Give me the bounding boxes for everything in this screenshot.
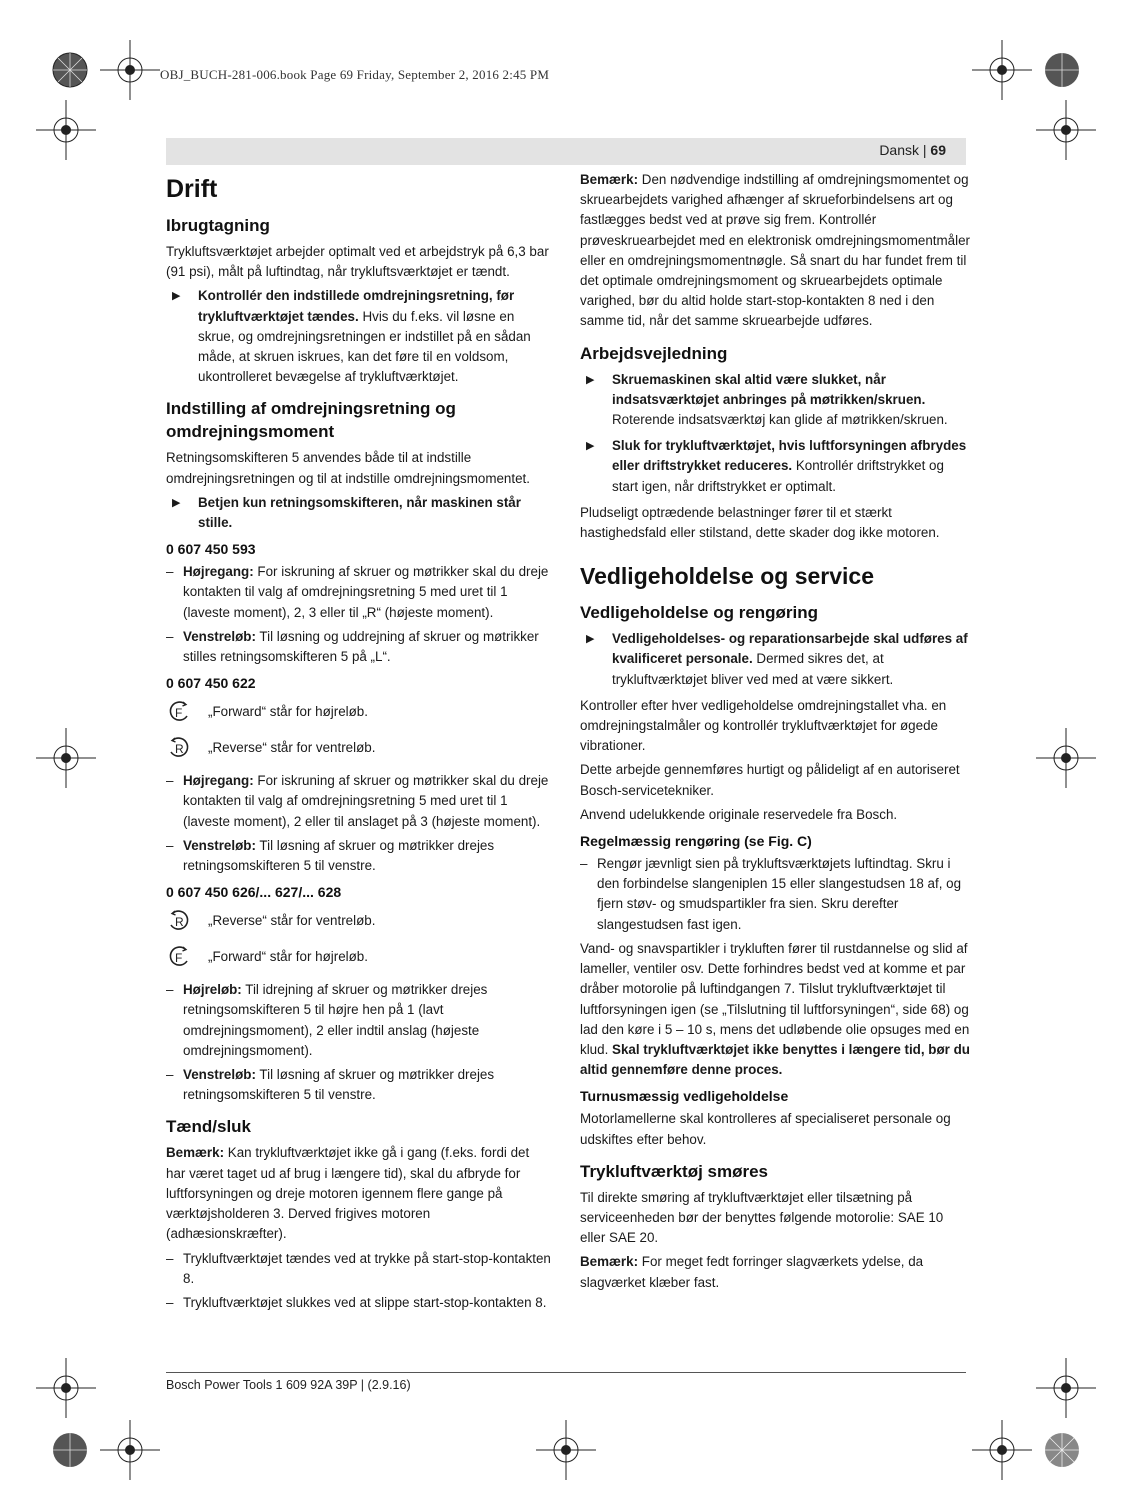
list-item: – Rengør jævnligt sien på trykluftsværktøjets luftindtag. Skru i den forbindelse slangeniplen 15 eller slangestudsen 18 af, og fjern støv- og smudspartikler fra sien. Skru derefter slangestudsen fast igen. <box>580 856 962 932</box>
heading-vedligeholdelse-rengoering: Vedligeholdelse og rengøring <box>580 603 819 623</box>
list-item-bold: Venstreløb: <box>183 1067 256 1083</box>
warning-bold: Vedligeholdelses- og reparationsarbejde skal udføres af kvalificeret personale. <box>612 631 968 667</box>
list-item-text: Trykluftværktøjet slukkes ved at slippe start-stop-kontakten 8. <box>183 1294 547 1310</box>
list-item-text: For iskruning af skruer og møtrikker skal du dreje kontakten til valg af omdrejningsretning 5 med uret til 1 (laveste moment), 2, 3 eller til „R“ (højeste moment). <box>183 564 549 620</box>
svg-text:R: R <box>175 742 184 757</box>
paragraph <box>580 1252 972 1292</box>
bullet-triangle-icon: ▶ <box>172 496 181 509</box>
note-text: For meget fedt forringer slagværkets ydelse, da slagværket klæber fast. <box>580 1254 924 1290</box>
footer-text: Bosch Power Tools 1 609 92A 39P | (2.9.16) <box>166 1378 411 1392</box>
paragraph: Pludseligt optrædende belastninger fører til et stærkt hastighedsfald eller stilstand, dette skader dog ikke motoren. <box>580 504 940 541</box>
list-item-text: Til idrejning af skruer og møtrikker drejes retningsomskifteren 5 til højre hen på 1 (lavt omdrejningsmoment), 2 eller indtil anslag (højeste omdrejningsmoment). <box>183 982 488 1058</box>
symbol-row <box>166 908 551 934</box>
print-info-line: OBJ_BUCH-281-006.book Page 69 Friday, September 2, 2016 2:45 PM <box>160 67 550 82</box>
paragraph: Motorlamellerne skal kontrolleres af specialiseret personale og udskiftes efter behov. <box>580 1111 951 1147</box>
paragraph-bold: Skal trykluftværktøjet ikke benyttes i længere tid, bør du altid gennemføre denne proces. <box>580 1041 970 1078</box>
warning-bold: Sluk for trykluftværktøjet, hvis luftforsyningen afbrydes eller driftstrykket reduceres. <box>612 438 967 474</box>
registration-mark-icon <box>40 40 100 100</box>
heading-turnusmaessig: Turnusmæssig vedligeholdelse <box>580 1088 789 1105</box>
warning-bold: Betjen kun retningsomskifteren, når maskinen står stille. <box>198 494 521 531</box>
section-title-vedligeholdelse: Vedligeholdelse og service <box>580 563 875 590</box>
crosshair-icon <box>100 40 160 100</box>
heading-regelmaessig-rengoering: Regelmæssig rengøring (se Fig. C) <box>580 833 812 850</box>
list-item: – Højreløb: Til idrejning af skruer og møtrikker drejes retningsomskifteren 5 til højre hen på 1 (lavt omdrejningsmoment), 2 eller indtil anslag (højeste omdrejningsmoment). <box>166 982 488 1058</box>
header-section: Dansk <box>879 142 919 158</box>
list-item-text: Til løsning af skruer og møtrikker drejes retningsomskifteren 5 til venstre. <box>183 1067 495 1103</box>
crosshair-icon <box>100 1420 160 1480</box>
crosshair-icon <box>536 1420 596 1480</box>
list-item-bold: Venstreløb: <box>183 628 256 644</box>
symbol-label: „Forward“ står for højreløb. <box>208 949 368 965</box>
note-bold: Bemærk: <box>166 1145 225 1161</box>
model-number: 0 607 450 593 <box>166 541 256 558</box>
crosshair-icon <box>1036 100 1096 160</box>
crosshair-icon <box>972 1420 1032 1480</box>
reverse-symbol-icon <box>166 735 192 761</box>
warning-text: Kontrollér driftstrykket og start igen, når driftstrykket er optimalt. <box>612 458 944 494</box>
list-item-bold: Højregang: <box>183 564 254 580</box>
warning-bold: Skruemaskinen skal altid være slukket, når indsatsværktøjet anbringes på møtrikken/skruen. <box>612 371 926 407</box>
list-item: – Venstreløb: Til løsning af skruer og møtrikker drejes retningsomskifteren 5 til venstre. <box>166 837 495 874</box>
list-item: – Venstreløb: Til løsning af skruer og møtrikker drejes retningsomskifteren 5 til venstre. <box>166 1067 495 1103</box>
reverse-symbol-icon <box>166 908 192 934</box>
warning-item <box>166 493 551 533</box>
left-column <box>166 170 551 1317</box>
note-text: Kan trykluftværktøjet ikke gå i gang (f.eks. fordi det har været taget ud af brug i længere tid), skal du afbryde for luftforsyningen og dreje motoren igennem flere gange på værktøjsholderen 3. Derved frigives motoren (adhæsionskræfter). <box>166 1145 530 1242</box>
paragraph <box>166 1143 551 1244</box>
forward-symbol-icon <box>166 944 192 970</box>
bullet-triangle-icon: ▶ <box>172 290 181 303</box>
heading-ibrugtagning: Ibrugtagning <box>166 216 270 235</box>
crosshair-icon <box>36 728 96 788</box>
crosshair-icon <box>36 100 96 160</box>
heading-smoering: Trykluftværktøj smøres <box>580 1161 769 1181</box>
paragraph <box>580 170 972 332</box>
symbol-row <box>166 699 551 725</box>
list-item-text: For iskruning af skruer og møtrikker skal du dreje kontakten til valg af omdrejningsretning 5 med uret til 1 (laveste moment), 2 eller til anslaget på 3 (højeste moment). <box>183 773 549 829</box>
symbol-row <box>166 735 551 761</box>
paragraph <box>580 939 972 1080</box>
forward-symbol-icon <box>166 699 192 725</box>
warning-bold: Kontrollér den indstillede omdrejningsretning, før trykluftværktøjet tændes. <box>198 288 515 324</box>
warning-text: Hvis du f.eks. vil løsne en skrue, og omdrejningsretningen er indstillet på en sådan måde, at skruen iskrues, kan det føre til en voldsom, ukontrolleret bevægelse af trykluftværktøjet. <box>198 308 531 385</box>
symbol-label: „Reverse“ står for ventreløb. <box>208 913 376 929</box>
list-item: – Trykluftværktøjet tændes ved at trykke på start-stop-kontakten 8. <box>166 1250 551 1286</box>
svg-text:F: F <box>175 706 183 721</box>
list-item: – Trykluftværktøjet slukkes ved at slippe start-stop-kontakten 8. <box>166 1294 547 1310</box>
crosshair-icon <box>1036 728 1096 788</box>
crosshair-icon <box>1036 1358 1096 1418</box>
crosshair-icon <box>36 1358 96 1418</box>
bullet-triangle-icon: ▶ <box>586 440 595 453</box>
note-text: Den nødvendige indstilling af omdrejningsmomentet og skruearbejdets varighed afhænger af skrueforbindelsens art og fastlægges bedst ved at prøve sig frem. Kontrollér prøveskruearbejdet med en elektronisk omdrejningsmomentmåler eller en omdrejningsmomentnøgle. Så snart du har fundet frem til det optimale omdrejningsmoment og skruearbejdets optimale varighed, bør du altid holde start-stop-kontakten 8 ned i den samme tid, når det samme skruearbejde udføres. <box>580 172 970 329</box>
paragraph: Dette arbejde gennemføres hurtigt og pålideligt af en autoriseret Bosch-servicetekniker. <box>580 762 960 798</box>
list-item-bold: Højregang: <box>183 773 254 789</box>
paragraph: Anvend udelukkende originale reservedele fra Bosch. <box>580 806 898 822</box>
note-bold: Bemærk: <box>580 172 639 187</box>
paragraph: Retningsomskifteren 5 anvendes både til at indstille omdrejningsretningen og til at indstille omdrejningsmomentet. <box>166 450 530 486</box>
warning-item <box>166 286 551 387</box>
crosshair-icon <box>972 40 1032 100</box>
list-item-text: Til løsning og uddrejning af skruer og møtrikker stilles retningsomskifteren 5 på „L“. <box>183 628 539 665</box>
list-item: – Højregang: For iskruning af skruer og møtrikker skal du dreje kontakten til valg af omdrejningsretning 5 med uret til 1 (laveste moment), 2 eller til anslaget på 3 (højeste moment). <box>166 773 549 829</box>
list-item-text: Til løsning af skruer og møtrikker drejes retningsomskifteren 5 til venstre. <box>183 837 495 874</box>
warning-text: Dermed sikres det, at trykluftværktøjet bliver ved med at være sikkert. <box>612 651 894 687</box>
bullet-triangle-icon: ▶ <box>586 633 595 646</box>
page-header <box>166 138 966 165</box>
registration-mark-icon <box>40 1420 100 1480</box>
registration-mark-icon <box>1032 40 1092 100</box>
note-bold: Bemærk: <box>580 1254 639 1270</box>
warning-item <box>580 370 972 431</box>
paragraph: Trykluftsværktøjet arbejder optimalt ved et arbejdstryk på 6,3 bar (91 psi), målt på luftindtag, når trykluftsværktøjet er tændt. <box>166 244 549 280</box>
list-item-text: Rengør jævnligt sien på trykluftsværktøjets luftindtag. Skru i den forbindelse slangeniplen 15 eller slangestudsen 18 af, og fjern støv- og smudspartikler fra sien. Skru derefter slangestudsen fast igen. <box>597 856 962 932</box>
model-number: 0 607 450 626/... 627/... 628 <box>166 884 342 901</box>
svg-text:F: F <box>175 951 183 966</box>
paragraph-text: Vand- og snavspartikler i trykluften fører til rustdannelse og slid af lameller, ventiler osv. Dette forhindres bedst ved at komme et par dråber motorolie på luftindgangen 7. Tilslut trykluftværktøjet til luftforsyningen igen (se „Tilslutning til luftforsyningen“, side 68) og lad den køre i 5 – 10 s, mens det udløbende olie opsuges med en klud. <box>580 940 970 1057</box>
model-number: 0 607 450 622 <box>166 675 256 692</box>
symbol-row <box>166 944 551 970</box>
paragraph: Til direkte smøring af trykluftværktøjet eller tilsætning på serviceenheden bør der benyttes følgende motorolie: SAE 10 eller SAE 20. <box>580 1189 944 1246</box>
right-column <box>580 170 972 1297</box>
warning-text: Roterende indsatsværktøj kan glide af møtrikken/skruen. <box>612 412 948 428</box>
list-item-text: Trykluftværktøjet tændes ved at trykke på start-stop-kontakten 8. <box>183 1250 551 1286</box>
symbol-label: „Reverse“ står for ventreløb. <box>208 740 376 756</box>
list-item: – Venstreløb: Til løsning og uddrejning af skruer og møtrikker stilles retningsomskifteren 5 på „L“. <box>166 628 539 665</box>
header-text <box>879 142 946 158</box>
warning-item <box>580 436 972 497</box>
list-item-bold: Højreløb: <box>183 982 242 998</box>
svg-text:R: R <box>175 915 184 930</box>
header-separator: | <box>919 142 931 158</box>
paragraph: Kontroller efter hver vedligeholdelse omdrejningstallet vha. en omdrejningstalmåler og kontrollér trykluftværktøjet for øgede vibrationer. <box>580 697 947 754</box>
heading-taend-sluk: Tænd/sluk <box>166 1117 252 1137</box>
bullet-triangle-icon: ▶ <box>586 373 595 386</box>
footer-rule <box>166 1372 966 1373</box>
list-item-bold: Venstreløb: <box>183 837 256 853</box>
page-number: 69 <box>930 142 946 158</box>
symbol-label: „Forward“ står for højreløb. <box>208 704 368 720</box>
section-title-drift: Drift <box>166 175 218 203</box>
list-item: – Højregang: For iskruning af skruer og møtrikker skal du dreje kontakten til valg af omdrejningsretning 5 med uret til 1 (laveste moment), 2, 3 eller til „R“ (højeste moment). <box>166 564 549 620</box>
registration-mark-icon <box>1032 1420 1092 1480</box>
heading-arbejdsvejledning: Arbejdsvejledning <box>580 343 728 363</box>
heading-indstilling: Indstilling af omdrejningsretning og omdrejningsmoment <box>166 399 456 442</box>
warning-item <box>580 629 972 690</box>
